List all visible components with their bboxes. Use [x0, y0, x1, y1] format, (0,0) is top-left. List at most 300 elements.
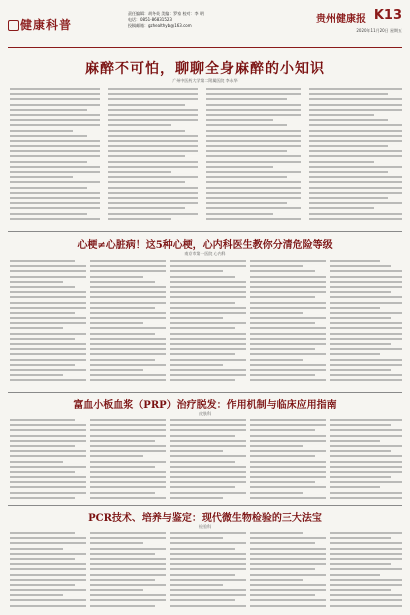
text-line [170, 364, 223, 366]
text-line [90, 435, 166, 437]
article2-column-1 [10, 260, 86, 390]
text-line [90, 558, 166, 560]
text-line [10, 98, 100, 100]
text-line [250, 568, 315, 570]
text-line [10, 322, 86, 324]
text-line [250, 450, 326, 452]
text-line [10, 492, 86, 494]
text-line [170, 322, 246, 324]
text-line [250, 440, 326, 442]
text-block [330, 419, 402, 502]
text-line [330, 286, 402, 288]
text-line [90, 584, 166, 586]
text-line [10, 558, 75, 560]
text-line [108, 140, 198, 142]
text-line [10, 166, 100, 168]
text-line [330, 374, 402, 376]
text-line [250, 476, 326, 478]
text-line [330, 553, 402, 555]
text-line [90, 445, 166, 447]
text-line [170, 471, 246, 473]
text-line [170, 563, 246, 565]
text-line [330, 471, 402, 473]
text-line [10, 171, 100, 173]
text-line [250, 548, 326, 550]
text-line [90, 594, 166, 596]
text-line [250, 574, 326, 576]
text-line [170, 589, 246, 591]
text-line [330, 481, 402, 483]
text-line [10, 88, 100, 90]
text-line [250, 461, 326, 463]
text-line [309, 207, 374, 209]
text-line [170, 568, 246, 570]
text-line [309, 213, 402, 215]
text-line [90, 605, 155, 607]
text-line [108, 130, 185, 132]
text-line [10, 584, 75, 586]
text-line [10, 327, 63, 329]
text-line [10, 579, 86, 581]
text-line [90, 486, 166, 488]
text-line [10, 548, 63, 550]
text-line [330, 486, 380, 488]
text-line [309, 145, 388, 147]
text-line [250, 322, 315, 324]
text-line [10, 317, 86, 319]
text-line [250, 589, 326, 591]
text-line [330, 307, 380, 309]
text-line [90, 429, 166, 431]
page-number: K13 [373, 8, 402, 23]
text-line [206, 197, 301, 199]
text-line [170, 270, 223, 272]
text-line [90, 542, 143, 544]
text-line [170, 317, 223, 319]
text-line [309, 187, 402, 189]
text-line [10, 348, 86, 350]
text-line [10, 461, 63, 463]
text-line [170, 461, 235, 463]
text-block [250, 260, 326, 385]
text-line [90, 481, 166, 483]
text-line [10, 594, 63, 596]
text-line [108, 150, 198, 152]
text-line [250, 542, 315, 544]
text-line [170, 455, 246, 457]
text-line [170, 553, 246, 555]
text-line [90, 563, 166, 565]
text-line [250, 445, 303, 447]
text-line [250, 558, 326, 560]
text-block [330, 532, 402, 610]
text-line [10, 379, 86, 381]
text-line [309, 88, 402, 90]
text-line [108, 218, 171, 220]
text-line [170, 419, 246, 421]
text-line [330, 338, 402, 340]
text-block [170, 260, 246, 385]
text-line [250, 374, 315, 376]
text-line [330, 568, 402, 570]
text-line [10, 281, 63, 283]
text-line [309, 176, 402, 178]
text-line [170, 286, 246, 288]
text-line [10, 213, 87, 215]
text-line [10, 369, 86, 371]
text-line [10, 260, 75, 262]
text-line [250, 471, 326, 473]
text-line [170, 497, 223, 499]
text-line [108, 176, 198, 178]
text-line [10, 481, 86, 483]
issue-date: 2020年11月20日 星期五 [356, 28, 402, 33]
text-line [170, 574, 235, 576]
text-line [330, 435, 402, 437]
text-line [90, 497, 166, 499]
text-line [90, 353, 166, 355]
text-line [90, 476, 166, 478]
text-line [10, 353, 86, 355]
text-line [250, 353, 326, 355]
text-line [206, 187, 301, 189]
text-line [10, 265, 86, 267]
text-line [309, 218, 402, 220]
text-line [90, 379, 166, 381]
text-line [90, 599, 166, 601]
text-line [250, 359, 303, 361]
text-line [10, 419, 75, 421]
text-line [170, 302, 235, 304]
text-line [108, 171, 171, 173]
text-block [10, 88, 100, 223]
text-line [250, 486, 326, 488]
text-line [250, 302, 326, 304]
text-block [170, 532, 246, 610]
text-line [250, 379, 326, 381]
text-line [330, 429, 402, 431]
text-line [206, 155, 301, 157]
text-line [250, 497, 326, 499]
text-line [90, 291, 166, 293]
text-line [90, 374, 166, 376]
text-line [90, 450, 166, 452]
section-divider [8, 392, 402, 393]
text-line [206, 176, 287, 178]
text-line [10, 270, 86, 272]
text-line [108, 114, 198, 116]
text-line [330, 605, 402, 607]
text-line [309, 150, 402, 152]
text-line [330, 548, 402, 550]
text-line [10, 497, 75, 499]
text-line [170, 542, 246, 544]
text-line [330, 302, 402, 304]
text-line [309, 197, 388, 199]
text-line [250, 291, 326, 293]
text-block [206, 88, 301, 223]
text-line [10, 145, 100, 147]
text-line [330, 563, 391, 565]
article2-column-2 [90, 260, 166, 390]
text-line [330, 353, 380, 355]
text-line [250, 265, 303, 267]
text-line [10, 276, 86, 278]
text-line [90, 471, 166, 473]
text-line [10, 563, 86, 565]
text-block [250, 532, 326, 610]
text-line [170, 348, 246, 350]
text-line [330, 424, 391, 426]
text-line [330, 359, 402, 361]
editor-info [128, 11, 278, 29]
text-line [10, 338, 75, 340]
text-line [330, 589, 391, 591]
text-line [330, 317, 391, 319]
text-line [206, 192, 301, 194]
text-block [10, 260, 86, 385]
text-line [309, 109, 402, 111]
text-line [206, 213, 273, 215]
text-line [330, 445, 402, 447]
text-line [206, 124, 287, 126]
text-line [170, 312, 246, 314]
text-line [108, 155, 185, 157]
text-line [330, 270, 402, 272]
text-line [10, 445, 75, 447]
article2-column-3 [170, 260, 246, 390]
text-line [10, 114, 100, 116]
text-line [250, 594, 315, 596]
text-line [309, 161, 374, 163]
text-line [10, 599, 86, 601]
text-line [250, 492, 303, 494]
text-line [108, 213, 198, 215]
text-line [10, 429, 86, 431]
text-line [170, 558, 246, 560]
text-line [170, 492, 246, 494]
text-line [330, 532, 402, 534]
text-line [330, 419, 402, 421]
text-line [10, 140, 100, 142]
text-line [170, 359, 246, 361]
text-line [10, 296, 86, 298]
text-line [90, 322, 143, 324]
text-line [330, 558, 402, 560]
text-block [10, 532, 86, 610]
text-line [10, 466, 86, 468]
text-line [330, 369, 391, 371]
text-line [206, 161, 301, 163]
text-line [10, 574, 86, 576]
text-line [90, 317, 166, 319]
text-line [330, 327, 402, 329]
text-line [10, 359, 86, 361]
text-line [90, 359, 155, 361]
text-line [250, 260, 326, 262]
text-line [206, 181, 301, 183]
text-line [206, 145, 301, 147]
text-line [10, 176, 73, 178]
text-line [170, 579, 246, 581]
text-line [10, 130, 73, 132]
article4-byline: 检验科 [199, 524, 211, 529]
text-line [10, 450, 86, 452]
text-line [206, 109, 301, 111]
text-line [250, 307, 326, 309]
article3-column-2 [90, 419, 166, 503]
text-line [250, 563, 326, 565]
text-line [10, 589, 86, 591]
text-line [10, 124, 100, 126]
text-line [206, 171, 301, 173]
text-line [108, 192, 198, 194]
text-line [90, 461, 166, 463]
text-line [309, 130, 402, 132]
text-line [90, 537, 166, 539]
text-block [90, 532, 166, 610]
text-line [170, 532, 246, 534]
text-line [170, 260, 246, 262]
text-line [250, 343, 326, 345]
text-line [108, 93, 198, 95]
article3-headline: 富血小板血浆（PRP）治疗脱发：作用机制与临床应用指南 [73, 400, 337, 411]
article1-column-2 [108, 88, 198, 228]
text-line [108, 197, 198, 199]
text-line [330, 364, 402, 366]
text-line [108, 202, 198, 204]
masthead [8, 4, 402, 48]
text-line [206, 119, 273, 121]
text-block [90, 419, 166, 502]
text-line [206, 207, 301, 209]
text-line [10, 104, 100, 106]
text-line [309, 181, 402, 183]
text-line [170, 435, 235, 437]
masthead-divider [8, 47, 402, 48]
text-line [10, 435, 86, 437]
text-line [170, 327, 235, 329]
text-line [206, 93, 301, 95]
text-line [10, 455, 86, 457]
text-line [10, 312, 75, 314]
text-line [250, 429, 315, 431]
text-line [206, 166, 273, 168]
text-line [108, 109, 198, 111]
text-line [330, 379, 402, 381]
masthead-right [282, 6, 402, 44]
text-line [170, 466, 246, 468]
text-line [170, 486, 235, 488]
text-line [170, 265, 246, 267]
text-line [10, 374, 63, 376]
text-line [108, 181, 185, 183]
text-line [10, 486, 86, 488]
text-line [206, 150, 287, 152]
text-line [170, 379, 235, 381]
text-line [90, 424, 166, 426]
text-line [170, 291, 246, 293]
text-line [10, 187, 87, 189]
text-line [170, 333, 246, 335]
text-line [10, 553, 86, 555]
text-line [10, 532, 75, 534]
text-line [90, 589, 143, 591]
text-line [330, 265, 391, 267]
text-block [330, 260, 402, 385]
text-line [90, 312, 166, 314]
text-line [10, 307, 86, 309]
text-line [90, 348, 166, 350]
text-line [170, 296, 246, 298]
text-line [108, 119, 198, 121]
article4-column-2 [90, 532, 166, 610]
article4-column-1 [10, 532, 86, 610]
text-line [330, 466, 402, 468]
text-line [250, 276, 326, 278]
text-line [250, 537, 326, 539]
text-line [330, 450, 391, 452]
text-line [250, 584, 326, 586]
text-line [330, 599, 402, 601]
text-line [250, 553, 326, 555]
text-line [170, 374, 246, 376]
text-line [309, 114, 374, 116]
article1-headline: 麻醉不可怕，聊聊全身麻醉的小知识 [85, 61, 325, 77]
text-line [330, 476, 391, 478]
text-line [90, 492, 155, 494]
text-line [330, 322, 402, 324]
text-line [10, 476, 86, 478]
text-line [10, 161, 87, 163]
text-line [90, 260, 166, 262]
text-line [309, 202, 402, 204]
text-line [206, 98, 287, 100]
text-block [250, 419, 326, 502]
text-line [250, 419, 326, 421]
text-line [10, 218, 100, 220]
text-line [10, 542, 86, 544]
text-line [250, 286, 326, 288]
text-line [206, 202, 287, 204]
text-line [309, 104, 402, 106]
text-line [250, 281, 326, 283]
article4-headline: PCR技术、培养与鉴定：现代微生物检验的三大法宝 [88, 513, 322, 524]
article4-column-4 [250, 532, 326, 610]
section-marker-icon [8, 20, 19, 31]
text-line [309, 155, 402, 157]
text-line [170, 450, 223, 452]
text-line [206, 218, 301, 220]
text-line [170, 584, 223, 586]
text-line [330, 594, 402, 596]
text-line [90, 548, 166, 550]
text-line [10, 605, 86, 607]
text-line [250, 369, 326, 371]
text-line [250, 455, 315, 457]
text-line [309, 98, 402, 100]
section-header [8, 10, 92, 48]
text-line [108, 187, 198, 189]
text-line [330, 461, 402, 463]
text-line [170, 281, 246, 283]
text-line [10, 192, 100, 194]
text-line [330, 343, 391, 345]
text-line [90, 579, 155, 581]
text-line [170, 594, 246, 596]
text-line [90, 270, 166, 272]
text-line [108, 135, 198, 137]
